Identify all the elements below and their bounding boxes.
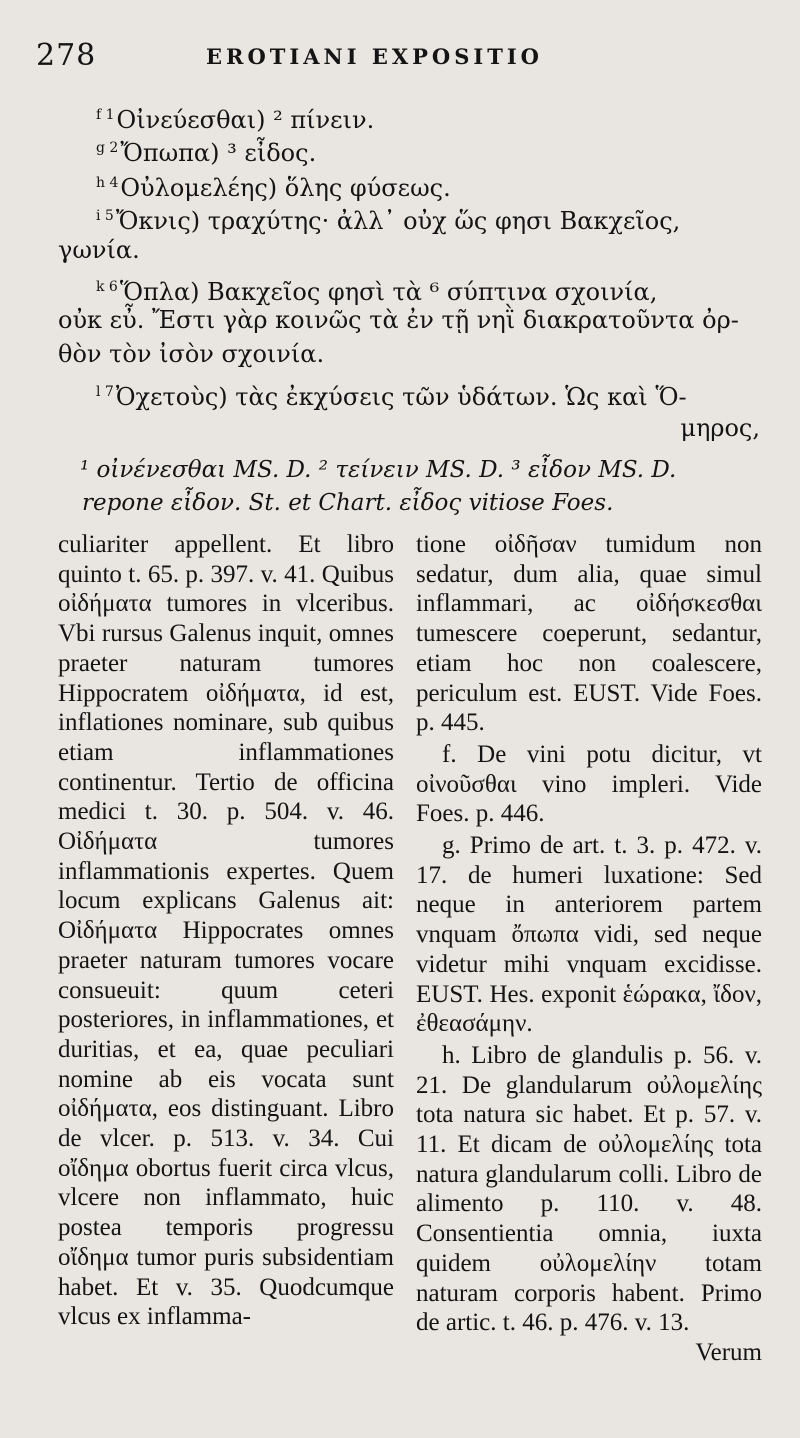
entry-text: Ὀχετοὺς) τὰς ἐκχύσεις τῶν ὑδάτων. Ὡς καὶ Ὅ-	[115, 383, 687, 411]
entry-text: Οἰνεύεσθαι) ² πίνειν.	[116, 106, 375, 134]
footnote-line: repone εἶδον. St. et Chart. εἶδος vitiose Foes.	[82, 490, 614, 516]
entry-g	[96, 131, 768, 170]
entry-text: Οὐλομελέης) ὅλης φύσεως.	[120, 174, 451, 202]
entry-k	[96, 270, 768, 309]
entry-l	[96, 375, 768, 414]
page-header	[36, 38, 760, 78]
running-title: EROTIANI EXPOSITIO	[206, 44, 543, 69]
entry-continuation: θὸν τὸν ἰσὸν σχοινία.	[58, 340, 325, 368]
entry-text: Ὄπωπα) ³ εἶδος.	[120, 139, 317, 167]
left-column	[58, 530, 394, 1332]
entry-i	[96, 199, 768, 238]
entry-continuation: μηρος,	[680, 414, 760, 442]
entry-continuation: γωνία.	[58, 236, 140, 264]
page-number: 278	[36, 38, 97, 73]
entry-mark: l 7	[96, 384, 114, 400]
entry-mark: g 2	[96, 140, 119, 156]
right-column	[416, 530, 762, 1368]
note-g: g. Primo de art. t. 3. p. 472. v. 17. de humeri luxatione: Sed neque in anteriorem partem vnquam ὄπωπα vidi, sed neque videtur mihi vnquam excidisse. EUST. Hes. exponit ἑώρακα, ἴδον, ἐθεασάμην.	[416, 832, 762, 1038]
note-h: h. Libro de glandulis p. 56. v. 21. De glandularum οὐλομελίης tota natura sic habet. Et p. 57. v. 11. Et dicam de οὐλομελίης tota natura glandularum colli. Libro de alimento p. 110. v. 48. Consentientia omnia, iuxta quidem οὐλομελίην totam naturam corporis habent. Primo de artic. t. 46. p. 476. v. 13.	[416, 1041, 762, 1337]
entry-text: Ὅπλα) Βακχεῖος φησὶ τὰ ⁶ σύπτινα σχοινία,	[119, 278, 658, 306]
entry-mark: h 4	[96, 175, 119, 191]
note-f: f. De vini potu dicitur, vt οἰνοῦσθαι vino impleri. Vide Foes. p. 446.	[416, 740, 762, 828]
left-column-text: culiariter appellent. Et libro quinto t. 65. p. 397. v. 41. Quibus οἰδήματα tumores in vlceribus. Vbi rursus Galenus inquit, omnes praeter naturam tumores Hippocratem οἰδήματα, id est, inflationes nominare, sub quibus etiam inflammationes continentur. Tertio de officina medici t. 30. p. 504. v. 46. Οἰδήματα tumores inflammationis expertes. Quem locum explicans Galenus ait: Οἰδήματα Hippocrates omnes praeter naturam tumores vocare consueuit: quum ceteri posteriores, in inflammationes, et duritias, et ea, quae peculiari nomine ab eis vocata sunt οἰδήματα, eos distinguant. Libro de vlcer. p. 513. v. 34. Cui οἴδημα obortus fuerit circa vlcus, vlcere non inflammato, huic postea temporis progressu οἴδημα tumor puris subsidentiam habet. Et v. 35. Quodcumque vlcus ex inflamma-	[58, 531, 394, 1331]
entry-text: Ὄκνις) τραχύτης· ἀλλ᾽ οὐχ ὥς φησι Βακχεῖος,	[115, 207, 681, 235]
catchword: Verum	[695, 1338, 762, 1366]
entry-mark: i 5	[96, 208, 114, 224]
entry-continuation: οὐκ εὖ. Ἔστι γὰρ κοινῶς τὰ ἐν τῇ νηῒ διακρατοῦντα ὀρ-	[58, 306, 739, 334]
entry-mark: k 6	[96, 279, 118, 295]
right-column-first: tione οἰδῆσαν tumidum non sedatur, dum alia, quae simul inflammari, ac οἰδήσκεσθαι tumescere coeperunt, sedantur, etiam hoc non coalescere, periculum est. EUST. Vide Foes. p. 445.	[416, 531, 762, 737]
entry-mark: f 1	[96, 107, 115, 123]
footnote-line: ¹ οἰνένεσθαι MS. D. ² τείνειν MS. D. ³ εἶδον MS. D.	[80, 457, 677, 483]
